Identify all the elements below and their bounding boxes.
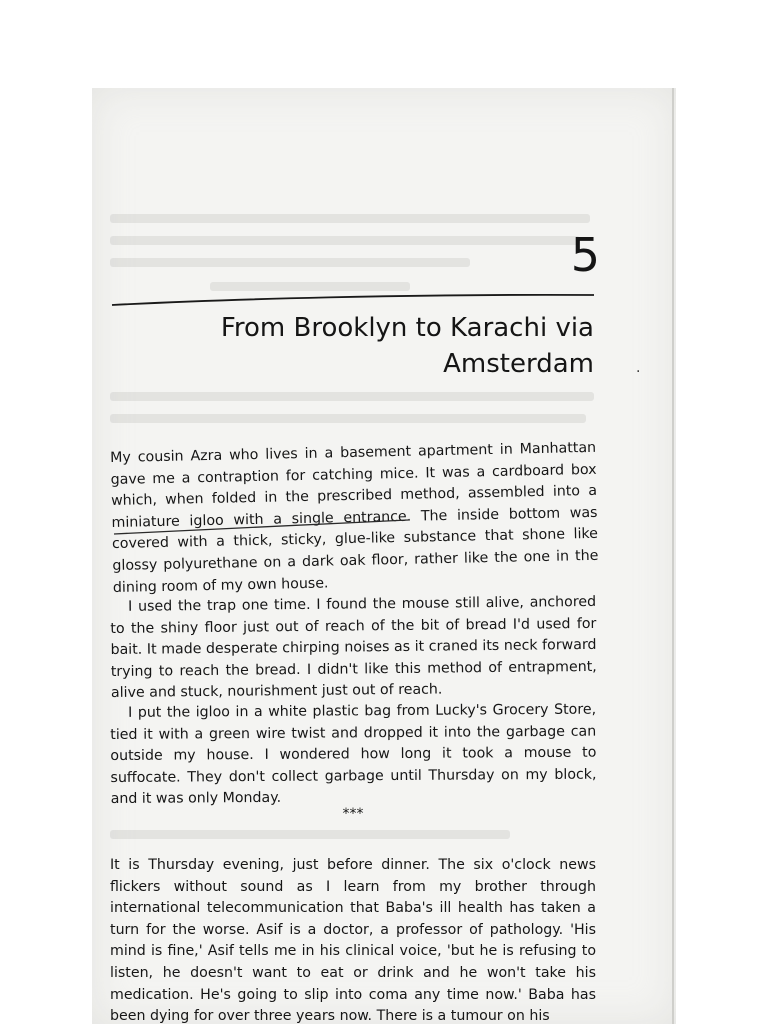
stray-mark: · bbox=[636, 364, 641, 380]
chapter-number: 5 bbox=[570, 228, 600, 282]
paragraph-4: It is Thursday evening, just before dinner. The six o'clock news flickers without sound as I learn from my brother through international telecommunication that Baba's ill health has taken a turn for the worse. Asif is a doctor, a professor of pathology. 'His mind is fine,' Asif tells me in his clinical voice, 'but he is refusing to listen, he doesn't want to eat or drink and he won't take his medication. He's going to slip into coma any time now.' Baba has been dying for over three years now. There is a tumour on his bbox=[110, 857, 596, 1025]
section-separator: *** bbox=[342, 806, 364, 822]
paragraph-3: I put the igloo in a white plastic bag from Lucky's Grocery Store, tied it with a green wire twist and dropped it into the garbage can outside my house. I wondered how long it took a mouse to suffocate. They don't collect garbage until Thursday on my block, and it was only Monday. bbox=[110, 701, 597, 808]
paragraph-2: I used the trap one time. I found the mouse still alive, anchored to the shiny floor just out of reach of the bit of bread I'd used for bait. It made desperate chirping noises as it craned its neck forward trying to reach the bread. I didn't like this method of entrapment, alive and stuck, nourishment just out of reach. bbox=[110, 593, 597, 702]
paragraph-1: My cousin Azra who lives in a basement apartment in Manhattan gave me a contraption for catching mice. It was a cardboard box which, when folded in the prescribed method, assembled into a miniature igloo with a single entrance. The inside bottom was covered with a thick, sticky, glue-like substance that shone like glossy polyurethane on a dark oak floor, rather like the one in the dining room of my own house. bbox=[110, 439, 599, 596]
page-edge bbox=[672, 88, 674, 1024]
chapter-divider-rule bbox=[110, 290, 596, 308]
chapter-title: From Brooklyn to Karachi via Amsterdam bbox=[220, 313, 594, 379]
